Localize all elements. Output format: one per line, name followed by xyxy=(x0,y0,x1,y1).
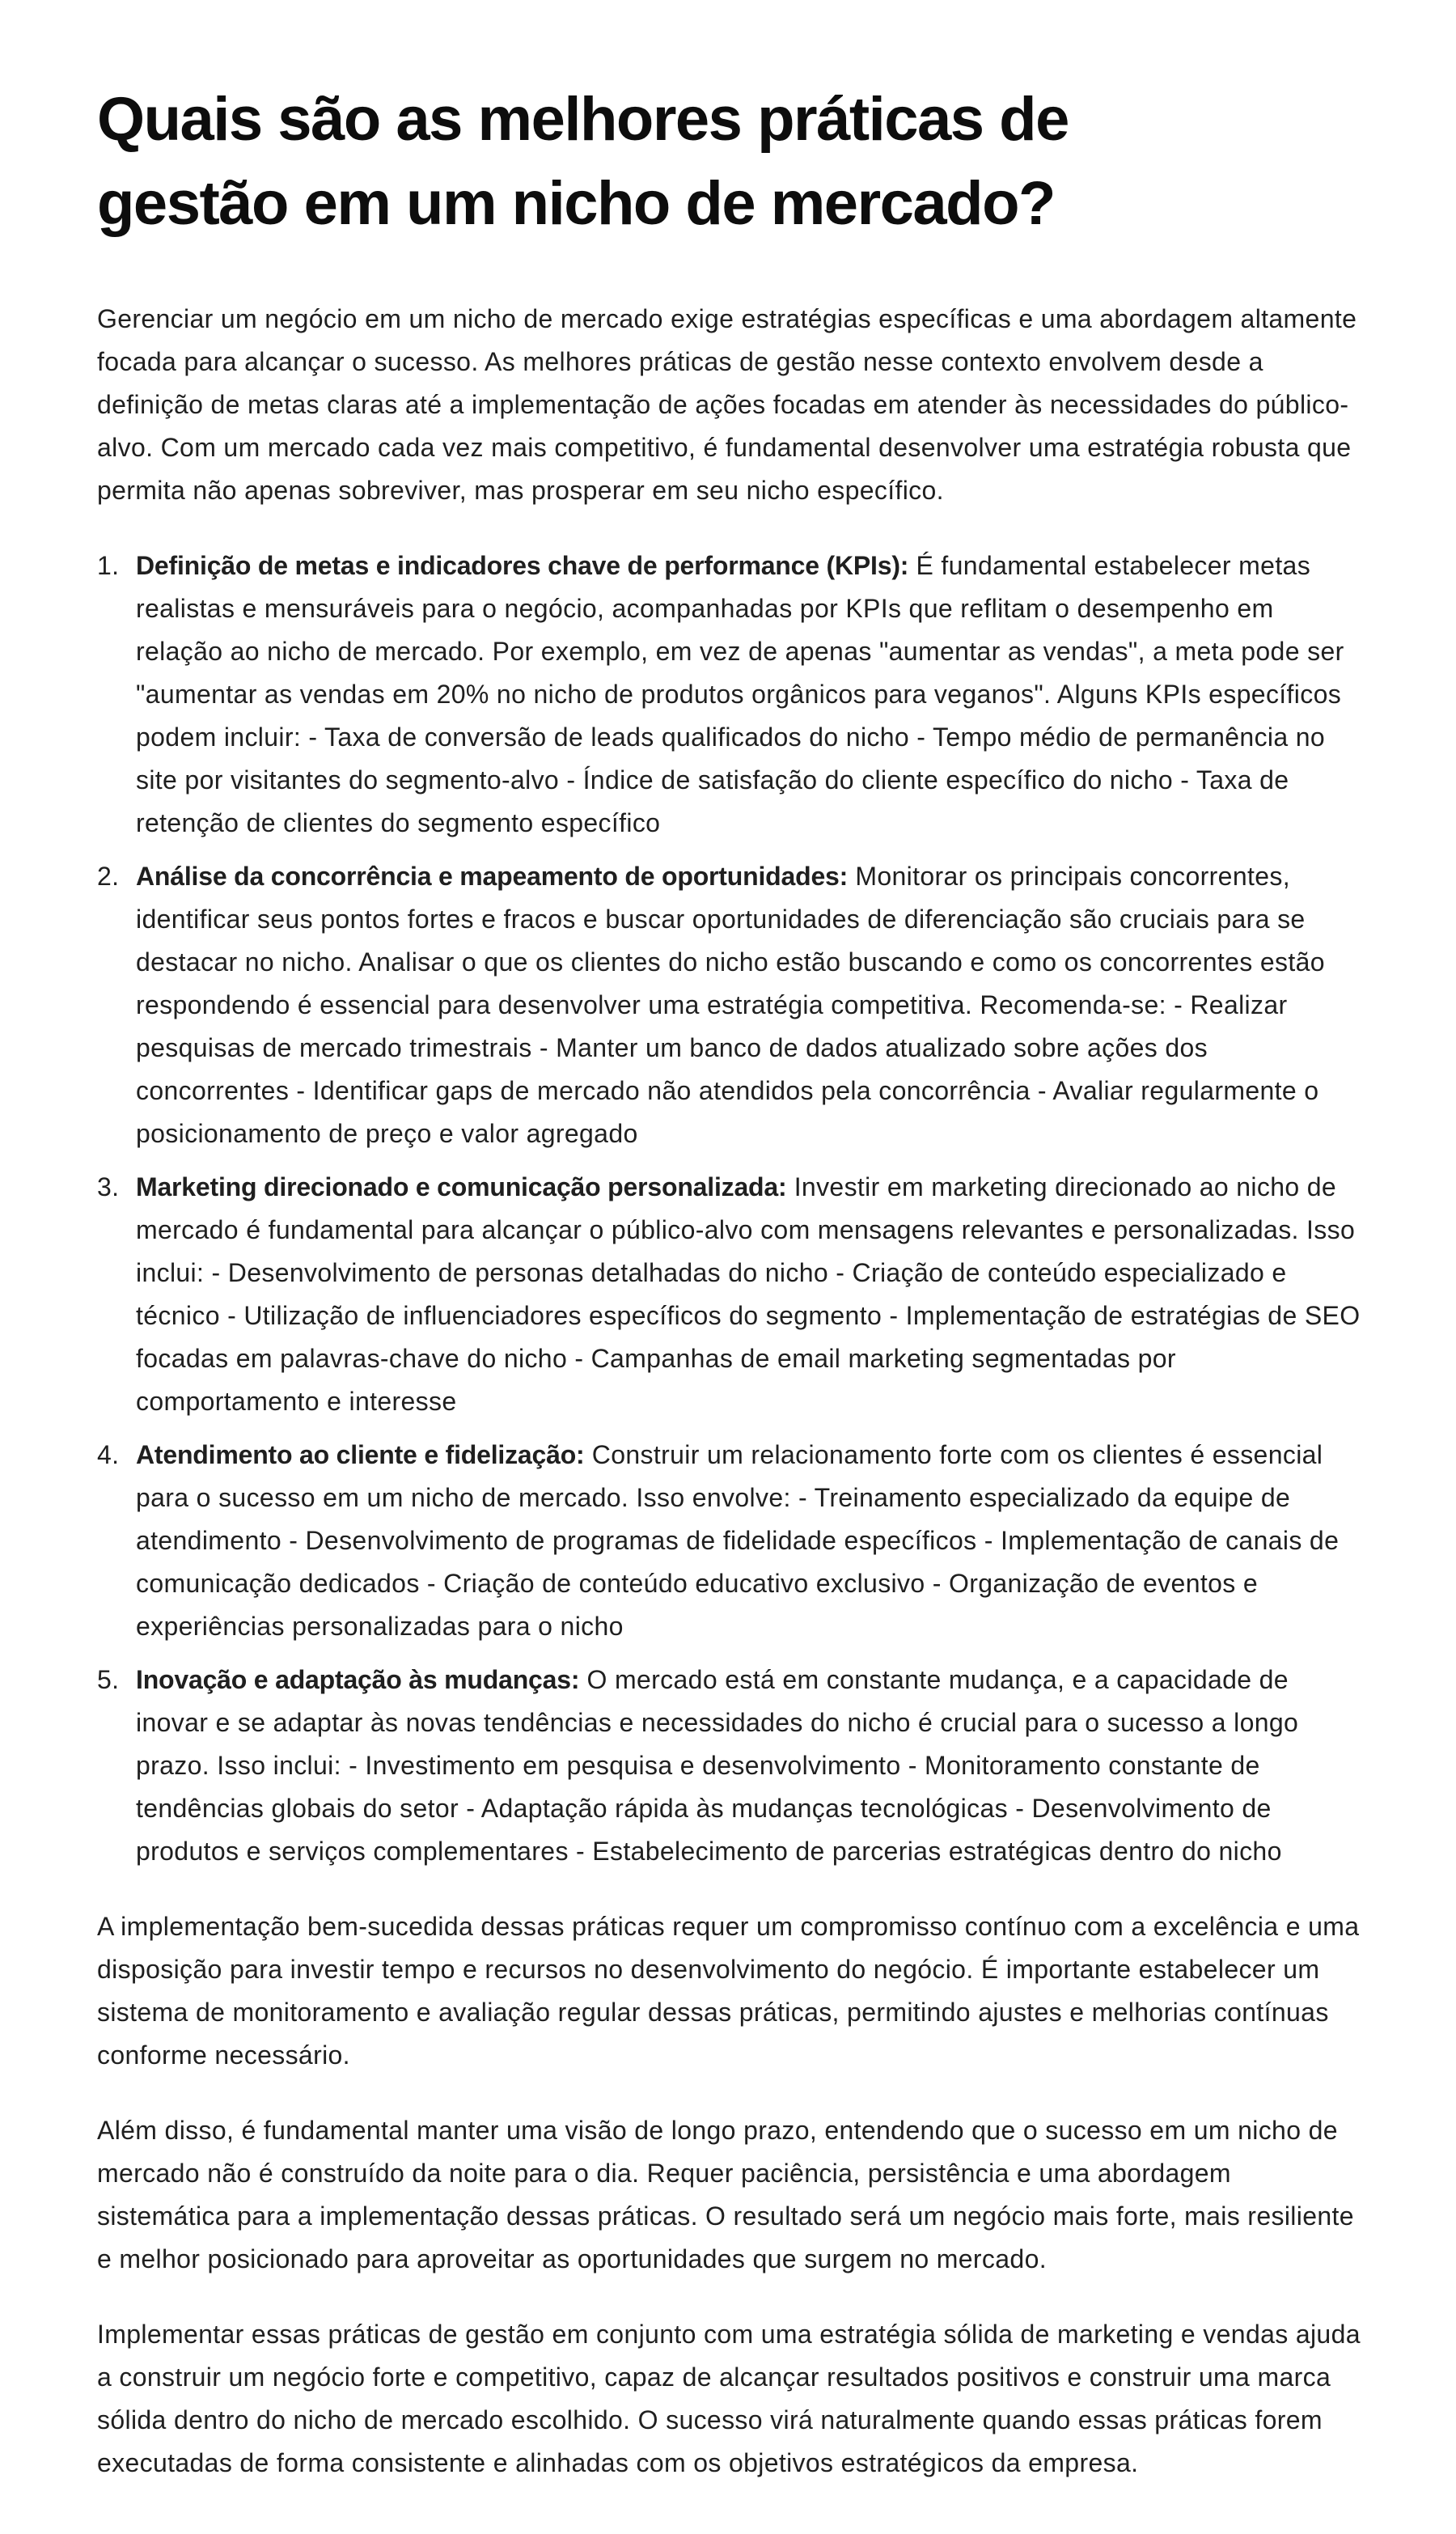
list-item-heading: Atendimento ao cliente e fidelização: xyxy=(136,1440,585,1469)
list-item-text: O mercado está em constante mudança, e a capacidade de inovar e se adaptar às novas tendências e necessidades do nicho é crucial para o sucesso a longo prazo. Isso inclui: - Investimento em pesquisa e desenvolvimento - Monitoramento constante de tendências globais do setor - Adaptação rápida às mudanças tecnológicas - Desenvolvimento de produtos e serviços complementares - Estabelecimento de parcerias estratégicas dentro do nicho xyxy=(136,1665,1299,1866)
list-item-heading: Inovação e adaptação às mudanças: xyxy=(136,1665,580,1694)
list-number: 2. xyxy=(97,862,120,891)
article xyxy=(97,78,1367,2517)
practices-list xyxy=(97,545,1367,1873)
closing-paragraph: Implementar essas práticas de gestão em conjunto com uma estratégia sólida de marketing e vendas ajuda a construir um negócio forte e competitivo, capaz de alcançar resultados positivos e construir uma marca sólida dentro do nicho de mercado escolhido. O sucesso virá naturalmente quando essas práticas forem executadas de forma consistente e alinhadas com os objetivos estratégicos da empresa. xyxy=(97,2320,1361,2477)
list-item xyxy=(97,855,1367,1155)
list-item-text: Construir um relacionamento forte com os clientes é essencial para o sucesso em um nicho de mercado. Isso envolve: - Treinamento especializado da equipe de atendimento - Desenvolvimento de programas de fidelidade específicos - Implementação de canais de comunicação dedicados - Criação de conteúdo educativo exclusivo - Organização de eventos e experiências personalizadas para o nicho xyxy=(136,1440,1340,1641)
list-item xyxy=(97,1434,1367,1648)
closing-paragraph: Além disso, é fundamental manter uma visão de longo prazo, entendendo que o sucesso em um nicho de mercado não é construído da noite para o dia. Requer paciência, persistência e uma abordagem sistemática para a implementação dessas práticas. O resultado será um negócio mais forte, mais resiliente e melhor posicionado para aproveitar as oportunidades que surgem no mercado. xyxy=(97,2116,1354,2273)
list-item-heading: Análise da concorrência e mapeamento de oportunidades: xyxy=(136,862,849,891)
list-number: 5. xyxy=(97,1665,120,1694)
list-item xyxy=(97,1659,1367,1873)
list-item-text: Investir em marketing direcionado ao nicho de mercado é fundamental para alcançar o público-alvo com mensagens relevantes e personalizadas. Isso inclui: - Desenvolvimento de personas detalhadas do nicho - Criação de conteúdo especializado e técnico - Utilização de influenciadores específicos do segmento - Implementação de estratégias de SEO focadas em palavras-chave do nicho - Campanhas de email marketing segmentadas por comportamento e interesse xyxy=(136,1172,1361,1416)
list-item-heading: Marketing direcionado e comunicação personalizada: xyxy=(136,1172,787,1201)
list-item xyxy=(97,545,1367,845)
list-item-text: Monitorar os principais concorrentes, identificar seus pontos fortes e fracos e buscar oportunidades de diferenciação são cruciais para se destacar no nicho. Analisar o que os clientes do nicho estão buscando e como os concorrentes estão respondendo é essencial para desenvolver uma estratégia competitiva. Recomenda-se: - Realizar pesquisas de mercado trimestrais - Manter um banco de dados atualizado sobre ações dos concorrentes - Identificar gaps de mercado não atendidos pela concorrência - Avaliar regularmente o posicionamento de preço e valor agregado xyxy=(136,862,1325,1148)
page-title: Quais são as melhores práticas de gestão em um nicho de mercado? xyxy=(97,85,1069,238)
list-item xyxy=(97,1166,1367,1423)
list-number: 1. xyxy=(97,551,120,580)
list-item-heading: Definição de metas e indicadores chave de performance (KPIs): xyxy=(136,551,909,580)
list-number: 4. xyxy=(97,1440,120,1469)
closing-paragraph: A implementação bem-sucedida dessas práticas requer um compromisso contínuo com a excelência e uma disposição para investir tempo e recursos no desenvolvimento do negócio. É importante estabelecer um sistema de monitoramento e avaliação regular dessas práticas, permitindo ajustes e melhorias contínuas conforme necessário. xyxy=(97,1912,1360,2070)
intro-paragraph: Gerenciar um negócio em um nicho de mercado exige estratégias específicas e uma abordagem altamente focada para alcançar o sucesso. As melhores práticas de gestão nesse contexto envolvem desde a definição de metas claras até a implementação de ações focadas em atender às necessidades do público-alvo. Com um mercado cada vez mais competitivo, é fundamental desenvolver uma estratégia robusta que permita não apenas sobreviver, mas prosperar em seu nicho específico. xyxy=(97,304,1357,505)
list-item-text: É fundamental estabelecer metas realistas e mensuráveis para o negócio, acompanhadas por KPIs que reflitam o desempenho em relação ao nicho de mercado. Por exemplo, em vez de apenas "aumentar as vendas", a meta pode ser "aumentar as vendas em 20% no nicho de produtos orgânicos para veganos". Alguns KPIs específicos podem incluir: - Taxa de conversão de leads qualificados do nicho - Tempo médio de permanência no site por visitantes do segmento-alvo - Índice de satisfação do cliente específico do nicho - Taxa de retenção de clientes do segmento específico xyxy=(136,551,1344,837)
list-number: 3. xyxy=(97,1172,120,1201)
